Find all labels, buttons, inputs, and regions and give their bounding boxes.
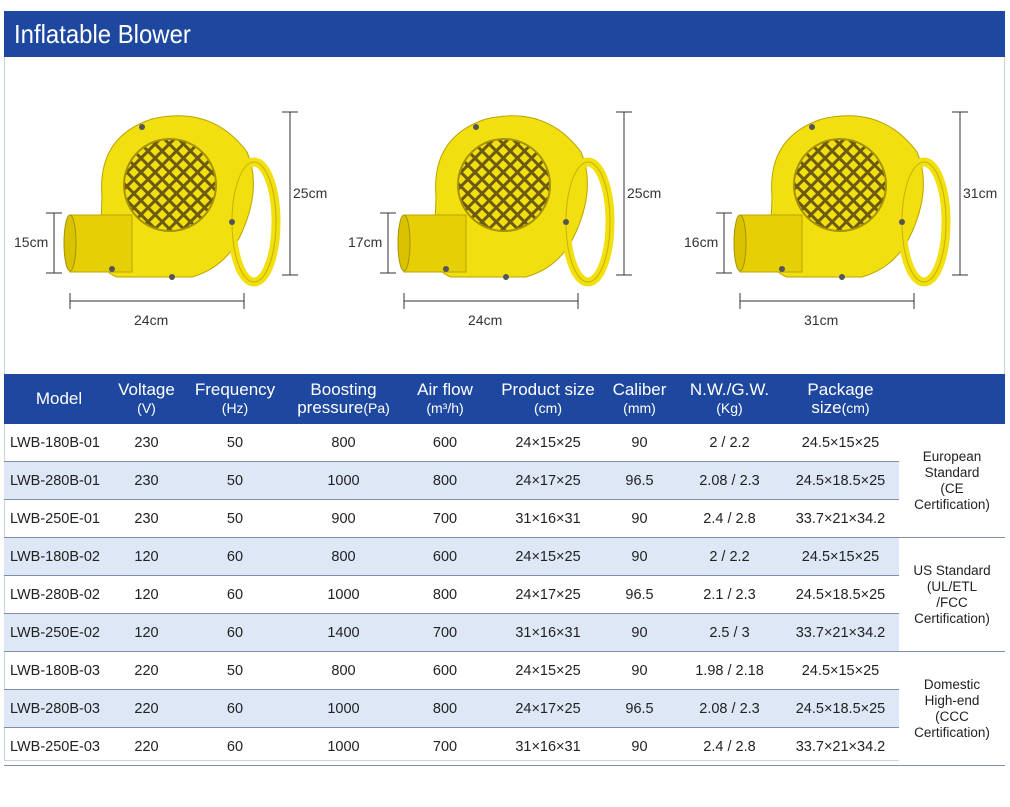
column-header: Voltage (V) xyxy=(114,374,179,424)
table-cell: 800 xyxy=(291,424,396,462)
blower-image xyxy=(42,57,372,374)
page-title: Inflatable Blower xyxy=(14,19,191,49)
table-cell: 2.5 / 3 xyxy=(677,614,782,652)
table-cell: 50 xyxy=(179,424,291,462)
table-cell: 1000 xyxy=(291,462,396,500)
product-card xyxy=(348,57,706,374)
width-dimension-label: 24cm xyxy=(134,312,169,328)
product-card xyxy=(14,57,372,374)
table-cell: 96.5 xyxy=(602,576,677,614)
table-cell: 120 xyxy=(114,614,179,652)
table-cell: 33.7×21×34.2 xyxy=(782,728,899,766)
height-dimension-label: 31cm xyxy=(963,185,998,201)
width-dimension-label: 24cm xyxy=(468,312,503,328)
table-cell: 24.5×18.5×25 xyxy=(782,462,899,500)
table-cell: 24×17×25 xyxy=(494,576,602,614)
table-cell: 50 xyxy=(179,652,291,690)
table-row xyxy=(4,462,1005,500)
column-header: Air flow (m³/h) xyxy=(396,374,494,424)
table-cell: 90 xyxy=(602,500,677,538)
model-cell: LWB-280B-03 xyxy=(4,690,114,728)
table-row xyxy=(4,538,1005,576)
model-cell: LWB-250E-03 xyxy=(4,728,114,766)
blower-image xyxy=(712,57,1010,374)
table-row xyxy=(4,500,1005,538)
table-cell: 2.4 / 2.8 xyxy=(677,500,782,538)
table-cell: 220 xyxy=(114,728,179,766)
column-header: Boosting pressure(Pa) xyxy=(291,374,396,424)
table-cell: 24.5×15×25 xyxy=(782,424,899,462)
model-cell: LWB-180B-03 xyxy=(4,652,114,690)
table-cell: 120 xyxy=(114,576,179,614)
table-cell: 230 xyxy=(114,462,179,500)
table-cell: 90 xyxy=(602,728,677,766)
model-cell: LWB-250E-02 xyxy=(4,614,114,652)
inlet-dimension-label: 17cm xyxy=(348,234,383,250)
table-cell: 24.5×15×25 xyxy=(782,652,899,690)
table-cell: 1.98 / 2.18 xyxy=(677,652,782,690)
table-row xyxy=(4,424,1005,462)
table-cell: 120 xyxy=(114,538,179,576)
product-images xyxy=(4,57,1005,374)
column-header: N.W./G.W. (Kg) xyxy=(677,374,782,424)
table-cell: 220 xyxy=(114,652,179,690)
table-cell: 60 xyxy=(179,576,291,614)
table-cell: 90 xyxy=(602,424,677,462)
height-dimension-label: 25cm xyxy=(293,185,328,201)
table-cell: 2.1 / 2.3 xyxy=(677,576,782,614)
table-cell: 600 xyxy=(396,424,494,462)
model-cell: LWB-280B-01 xyxy=(4,462,114,500)
table-cell: 1000 xyxy=(291,576,396,614)
certification-standard-cell: European Standard (CE Certification) xyxy=(899,424,1005,538)
table-cell: 24.5×18.5×25 xyxy=(782,576,899,614)
table-cell: 24.5×18.5×25 xyxy=(782,690,899,728)
table-cell: 90 xyxy=(602,538,677,576)
model-cell: LWB-180B-02 xyxy=(4,538,114,576)
table-row xyxy=(4,614,1005,652)
table-cell: 230 xyxy=(114,500,179,538)
table-cell: 24×17×25 xyxy=(494,690,602,728)
table-row xyxy=(4,576,1005,614)
table-cell: 60 xyxy=(179,538,291,576)
table-cell: 800 xyxy=(291,652,396,690)
table-cell: 1000 xyxy=(291,690,396,728)
table-cell: 60 xyxy=(179,690,291,728)
table-cell: 800 xyxy=(396,462,494,500)
table-cell: 1400 xyxy=(291,614,396,652)
table-header-row xyxy=(4,374,1005,424)
page-title-bar xyxy=(4,11,1005,57)
model-cell: LWB-280B-02 xyxy=(4,576,114,614)
table-cell: 31×16×31 xyxy=(494,614,602,652)
table-cell: 96.5 xyxy=(602,690,677,728)
table-cell: 2.08 / 2.3 xyxy=(677,462,782,500)
column-header-standard xyxy=(899,374,1005,424)
table-cell: 96.5 xyxy=(602,462,677,500)
table-cell: 24×15×25 xyxy=(494,424,602,462)
blower-image xyxy=(376,57,706,374)
table-cell: 90 xyxy=(602,652,677,690)
table-cell: 2 / 2.2 xyxy=(677,538,782,576)
table-cell: 2 / 2.2 xyxy=(677,424,782,462)
product-card xyxy=(684,57,1010,374)
table-cell: 24×17×25 xyxy=(494,462,602,500)
table-cell: 230 xyxy=(114,424,179,462)
table-cell: 700 xyxy=(396,500,494,538)
width-dimension-label: 31cm xyxy=(804,312,839,328)
table-cell: 800 xyxy=(396,690,494,728)
model-cell: LWB-250E-01 xyxy=(4,500,114,538)
table-cell: 24×15×25 xyxy=(494,652,602,690)
inlet-dimension-label: 15cm xyxy=(14,234,49,250)
table-cell: 2.4 / 2.8 xyxy=(677,728,782,766)
table-cell: 700 xyxy=(396,614,494,652)
table-cell: 50 xyxy=(179,500,291,538)
table-cell: 700 xyxy=(396,728,494,766)
height-dimension-label: 25cm xyxy=(627,185,662,201)
inlet-dimension-label: 16cm xyxy=(684,234,719,250)
table-cell: 33.7×21×34.2 xyxy=(782,614,899,652)
table-cell: 800 xyxy=(291,538,396,576)
table-cell: 31×16×31 xyxy=(494,728,602,766)
table-cell: 60 xyxy=(179,728,291,766)
table-cell: 24.5×15×25 xyxy=(782,538,899,576)
column-header: Product size (cm) xyxy=(494,374,602,424)
table-cell: 90 xyxy=(602,614,677,652)
table-cell: 24×15×25 xyxy=(494,538,602,576)
column-header: Frequency (Hz) xyxy=(179,374,291,424)
table-cell: 800 xyxy=(396,576,494,614)
model-cell: LWB-180B-01 xyxy=(4,424,114,462)
table-cell: 600 xyxy=(396,652,494,690)
spec-table xyxy=(4,374,1005,766)
table-row xyxy=(4,690,1005,728)
column-header: Package size(cm) xyxy=(782,374,899,424)
table-cell: 33.7×21×34.2 xyxy=(782,500,899,538)
table-cell: 60 xyxy=(179,614,291,652)
table-row xyxy=(4,652,1005,690)
table-row xyxy=(4,728,1005,766)
column-header: Model xyxy=(4,374,114,424)
certification-standard-cell: Domestic High-end (CCC Certification) xyxy=(899,652,1005,766)
column-header: Caliber (mm) xyxy=(602,374,677,424)
table-cell: 2.08 / 2.3 xyxy=(677,690,782,728)
table-cell: 600 xyxy=(396,538,494,576)
table-cell: 900 xyxy=(291,500,396,538)
table-cell: 1000 xyxy=(291,728,396,766)
table-cell: 220 xyxy=(114,690,179,728)
certification-standard-cell: US Standard (UL/ETL /FCC Certification) xyxy=(899,538,1005,652)
table-cell: 50 xyxy=(179,462,291,500)
table-cell: 31×16×31 xyxy=(494,500,602,538)
